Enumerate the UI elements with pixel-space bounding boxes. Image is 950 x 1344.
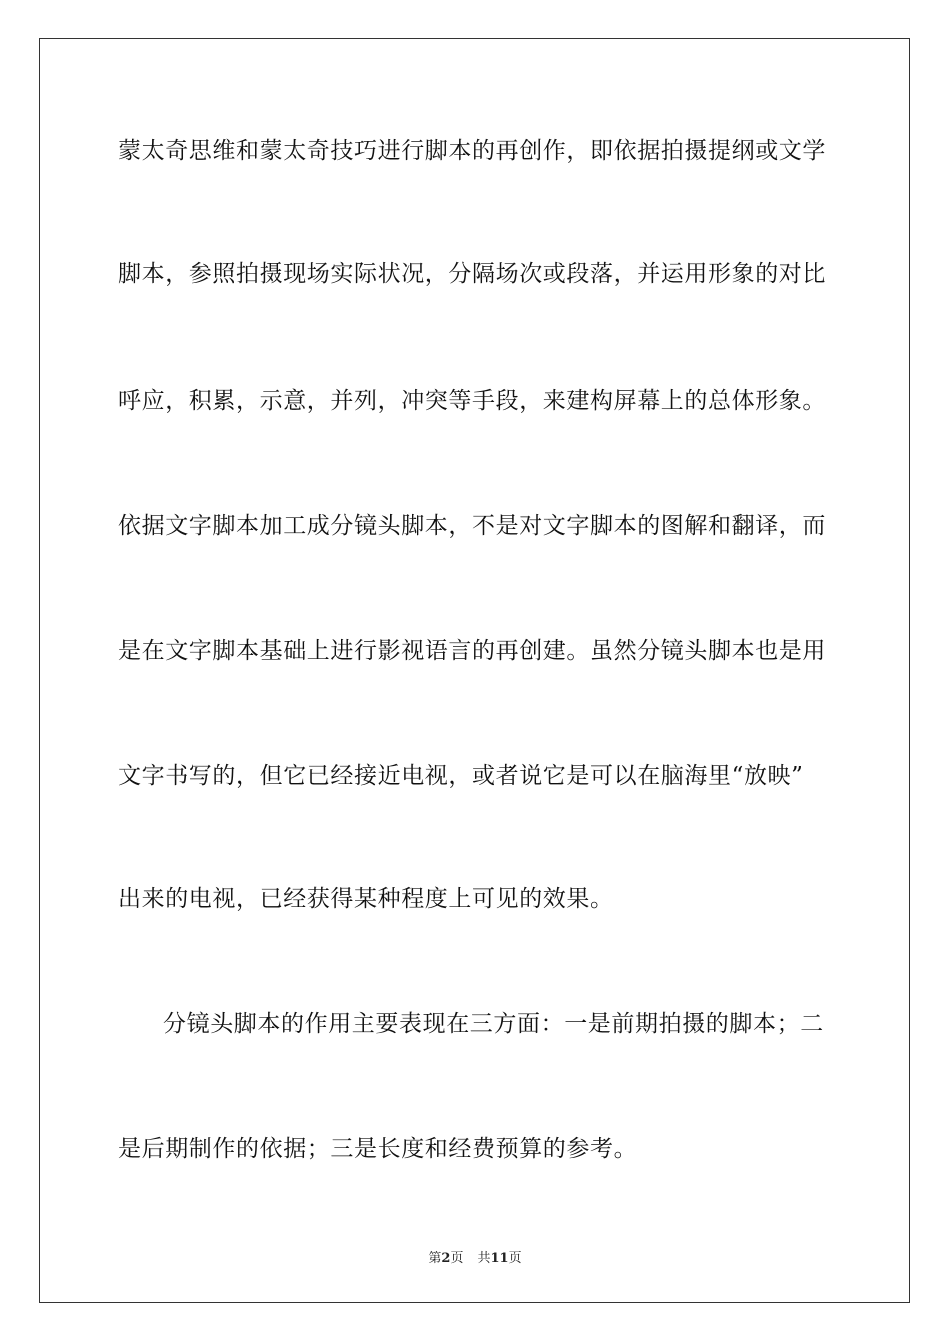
paragraph-start-line: 分镜头脚本的作用主要表现在三方面：一是前期拍摄的脚本；二 xyxy=(163,1011,824,1037)
page-footer xyxy=(0,1250,950,1268)
text-line: 脚本，参照拍摄现场实际状况，分隔场次或段落，并运用形象的对比 xyxy=(118,261,826,287)
page-border xyxy=(39,38,910,1303)
page-prefix: 第 xyxy=(428,1251,442,1266)
total-suffix: 页 xyxy=(508,1251,522,1266)
text-line: 依据文字脚本加工成分镜头脚本，不是对文字脚本的图解和翻译，而 xyxy=(118,513,826,539)
page-number: 2 xyxy=(441,1251,451,1266)
text-line: 文字书写的，但它已经接近电视，或者说它是可以在脑海里“放映” xyxy=(118,763,804,789)
text-line: 是在文字脚本基础上进行影视语言的再创建。虽然分镜头脚本也是用 xyxy=(118,638,826,664)
text-line: 是后期制作的依据；三是长度和经费预算的参考。 xyxy=(118,1136,638,1162)
page-suffix: 页 xyxy=(450,1251,464,1266)
text-line: 呼应，积累，示意，并列，冲突等手段，来建构屏幕上的总体形象。 xyxy=(118,388,826,414)
total-prefix: 共 xyxy=(477,1251,491,1266)
text-line: 出来的电视，已经获得某种程度上可见的效果。 xyxy=(118,886,614,912)
total-pages: 11 xyxy=(490,1251,509,1266)
text-line: 蒙太奇思维和蒙太奇技巧进行脚本的再创作，即依据拍摄提纲或文学 xyxy=(118,138,826,164)
